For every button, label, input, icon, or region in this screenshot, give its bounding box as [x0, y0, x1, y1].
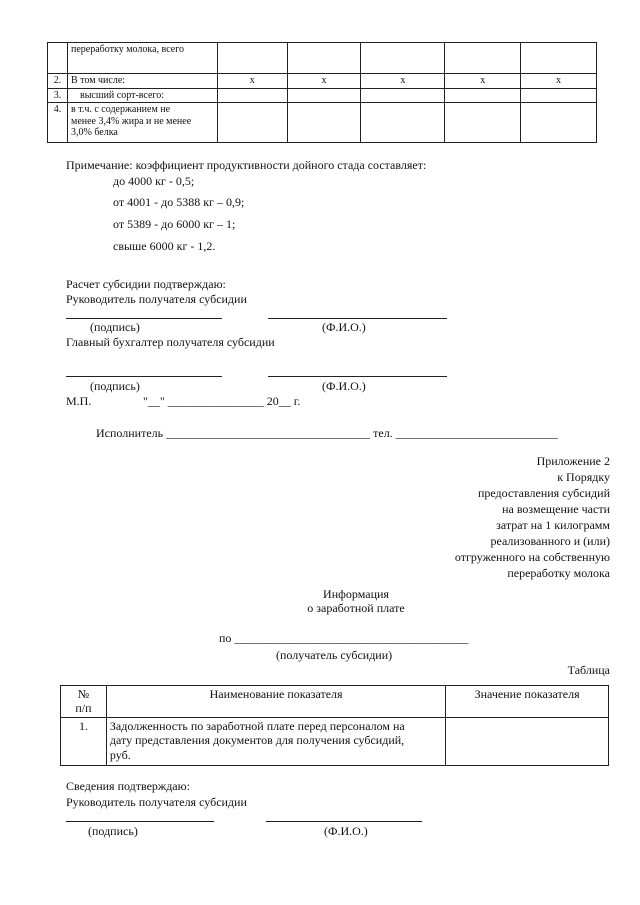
table-row: 2. В том числе: х х х х х	[48, 74, 597, 89]
info-subtitle: о заработной плате	[307, 601, 405, 615]
signature-line	[66, 821, 214, 822]
table-row	[48, 103, 597, 143]
signature-line	[66, 318, 222, 319]
header-num: № п/п	[61, 686, 107, 718]
confirm-text: Расчет субсидии подтверждаю:	[66, 277, 226, 291]
table-header-row	[61, 686, 609, 718]
note-title: Примечание: коэффициент продуктивности дойного стада составляет:	[66, 158, 427, 172]
fio-label: (Ф.И.О.)	[324, 824, 368, 838]
row-label: В том числе:	[67, 74, 217, 89]
row-num: 3.	[48, 88, 68, 103]
appendix-block: Приложение 2 к Порядку предоставления субсидий на возмещение части затрат на 1 килограмм реализованного и (или) отгруженного на собственную переработку молока	[454, 454, 610, 580]
info-title: Информация	[323, 587, 389, 601]
sign-label: (подпись)	[90, 320, 140, 334]
fio-label: (Ф.И.О.)	[322, 379, 366, 393]
header-value: Значение показателя	[446, 686, 609, 718]
note-item: до 4000 кг - 0,5;	[113, 174, 195, 188]
table-row	[61, 717, 609, 765]
confirm-text: Сведения подтверждаю:	[66, 779, 190, 793]
row-num: 4.	[48, 103, 68, 143]
sign-label: (подпись)	[90, 379, 140, 393]
date-field: "__" ________________ 20__ г.	[143, 394, 301, 408]
row-num	[48, 43, 68, 74]
row-label: в т.ч. с содержанием не менее 3,4% жира и не менее 3,0% белка	[67, 103, 217, 143]
note-item: от 5389 - до 6000 кг – 1;	[113, 217, 236, 231]
row-num: 2.	[48, 74, 68, 89]
signature-line	[66, 376, 222, 377]
note-item: свыше 6000 кг - 1,2.	[113, 239, 216, 253]
row-name: Задолженность по заработной плате перед персоналом на дату представления документов для получения субсидий, руб.	[106, 717, 445, 765]
sign-label: (подпись)	[88, 824, 138, 838]
row-num: 1.	[61, 717, 107, 765]
fio-line	[266, 821, 422, 822]
executor-line: Исполнитель __________________________________ тел. ___________________________	[96, 426, 558, 440]
row-value	[446, 717, 609, 765]
data-table-salary	[60, 685, 609, 766]
head-label: Руководитель получателя субсидии	[66, 795, 247, 809]
recipient-line: по _______________________________________	[219, 631, 469, 645]
fio-label: (Ф.И.О.)	[322, 320, 366, 334]
data-table-top	[47, 42, 597, 143]
head-label: Руководитель получателя субсидии	[66, 292, 247, 306]
stamp-label: М.П.	[66, 394, 92, 408]
fio-line	[268, 376, 447, 377]
row-label: высший сорт-всего:	[67, 88, 217, 103]
table-label: Таблица	[567, 663, 610, 677]
note-item: от 4001 - до 5388 кг – 0,9;	[113, 195, 245, 209]
table-row	[48, 43, 597, 74]
row-label: переработку молока, всего	[67, 43, 217, 74]
header-name: Наименование показателя	[106, 686, 445, 718]
table-row	[48, 88, 597, 103]
accountant-label: Главный бухгалтер получателя субсидии	[66, 335, 275, 349]
fio-line	[268, 318, 447, 319]
recipient-label: (получатель субсидии)	[276, 648, 393, 662]
